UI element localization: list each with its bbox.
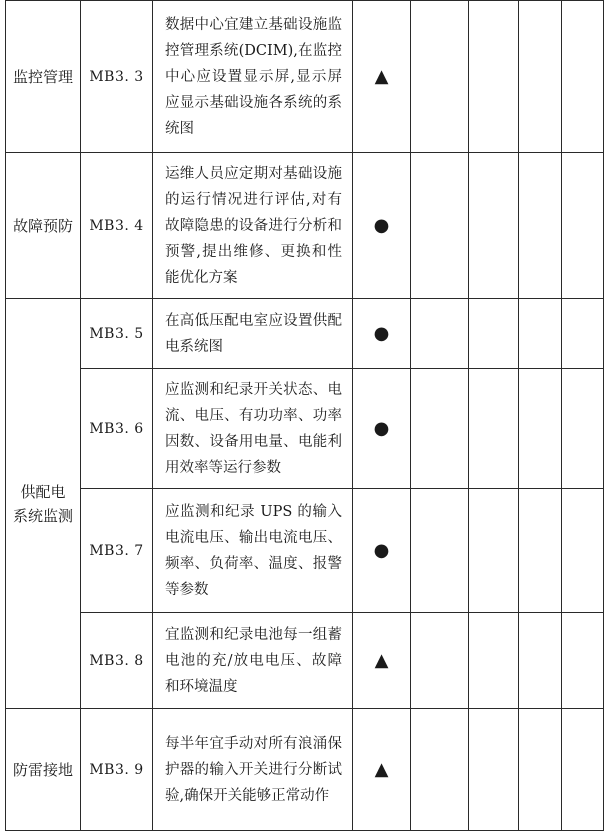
blank-cell — [469, 489, 519, 613]
category-cell: 监控管理 — [6, 1, 81, 153]
level-circle-icon: ● — [353, 369, 411, 489]
table-row — [6, 299, 604, 369]
blank-cell — [562, 153, 604, 299]
blank-cell — [411, 153, 469, 299]
blank-cell — [519, 613, 562, 709]
code-cell: MB3. 4 — [81, 153, 153, 299]
code-cell: MB3. 5 — [81, 299, 153, 369]
level-circle-icon: ● — [353, 153, 411, 299]
blank-cell — [519, 1, 562, 153]
blank-cell — [469, 299, 519, 369]
requirement-cell: 应监测和纪录 UPS 的输入电流电压、输出电流电压、频率、负荷率、温度、报警等参数 — [153, 489, 353, 613]
blank-cell — [519, 709, 562, 831]
category-line: 系统监测 — [12, 506, 73, 525]
blank-cell — [562, 709, 604, 831]
blank-cell — [519, 153, 562, 299]
category-line: 供配电 — [20, 482, 66, 501]
table-row — [6, 613, 604, 709]
blank-cell — [411, 709, 469, 831]
blank-cell — [562, 299, 604, 369]
blank-cell — [469, 1, 519, 153]
blank-cell — [562, 613, 604, 709]
code-cell: MB3. 6 — [81, 369, 153, 489]
requirement-cell: 每半年宜手动对所有浪涌保护器的输入开关进行分断试验,确保开关能够正常动作 — [153, 709, 353, 831]
code-cell: MB3. 3 — [81, 1, 153, 153]
code-cell: MB3. 8 — [81, 613, 153, 709]
blank-cell — [562, 369, 604, 489]
level-circle-icon: ● — [353, 489, 411, 613]
requirement-cell: 运维人员应定期对基础设施的运行情况进行评估,对有故障隐患的设备进行分析和预警,提出维修、更换和性能优化方案 — [153, 153, 353, 299]
level-triangle-icon: ▲ — [353, 613, 411, 709]
table-row — [6, 1, 604, 153]
code-cell: MB3. 7 — [81, 489, 153, 613]
blank-cell — [411, 1, 469, 153]
requirement-cell: 在高低压配电室应设置供配电系统图 — [153, 299, 353, 369]
requirement-cell: 宜监测和纪录电池每一组蓄电池的充/放电电压、故障和环境温度 — [153, 613, 353, 709]
blank-cell — [562, 1, 604, 153]
table-row — [6, 153, 604, 299]
table-row — [6, 489, 604, 613]
category-cell: 防雷接地 — [6, 709, 81, 831]
level-circle-icon: ● — [353, 299, 411, 369]
blank-cell — [469, 153, 519, 299]
blank-cell — [411, 369, 469, 489]
category-cell — [6, 299, 81, 709]
blank-cell — [411, 299, 469, 369]
blank-cell — [469, 369, 519, 489]
blank-cell — [469, 613, 519, 709]
level-triangle-icon: ▲ — [353, 1, 411, 153]
level-triangle-icon: ▲ — [353, 709, 411, 831]
requirements-table — [5, 0, 604, 831]
blank-cell — [411, 613, 469, 709]
blank-cell — [519, 489, 562, 613]
requirement-cell: 数据中心宜建立基础设施监控管理系统(DCIM),在监控中心应设置显示屏,显示屏应显示基础设施各系统的系统图 — [153, 1, 353, 153]
requirement-cell: 应监测和纪录开关状态、电流、电压、有功功率、功率因数、设备用电量、电能利用效率等运行参数 — [153, 369, 353, 489]
category-cell: 故障预防 — [6, 153, 81, 299]
blank-cell — [519, 299, 562, 369]
table-row — [6, 369, 604, 489]
blank-cell — [411, 489, 469, 613]
blank-cell — [519, 369, 562, 489]
table-row — [6, 709, 604, 831]
code-cell: MB3. 9 — [81, 709, 153, 831]
blank-cell — [469, 709, 519, 831]
blank-cell — [562, 489, 604, 613]
